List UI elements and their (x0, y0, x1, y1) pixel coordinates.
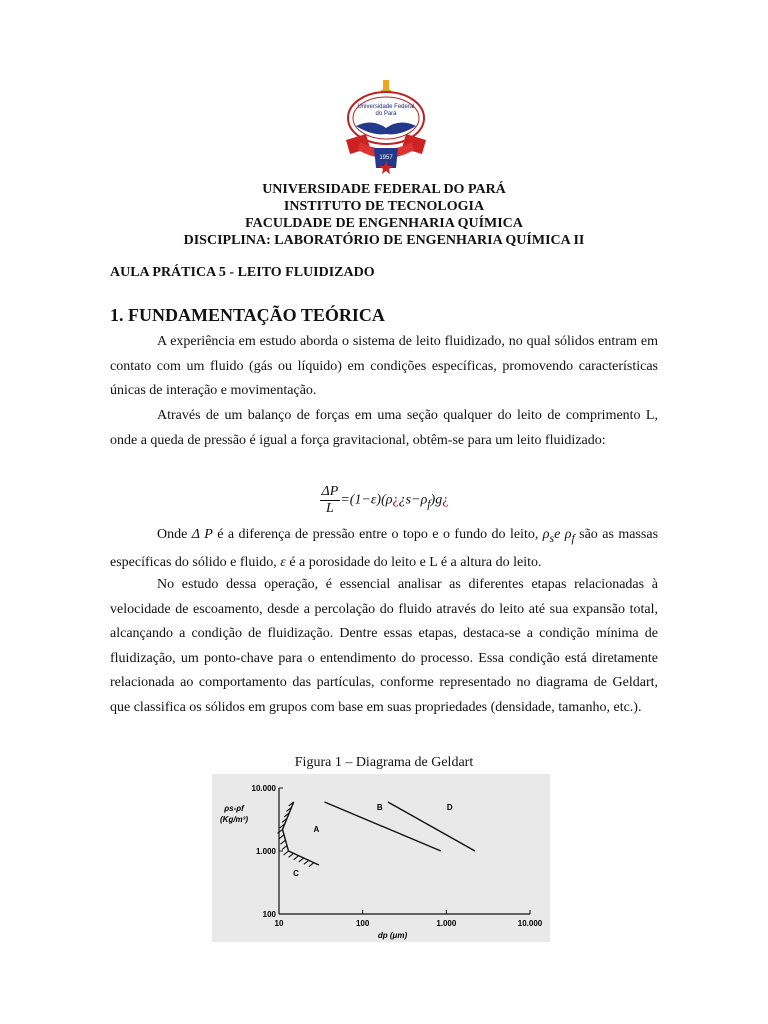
figure-caption: Figura 1 – Diagrama de Geldart (294, 755, 474, 770)
header-institute: INSTITUTO DE TECNOLOGIA (283, 199, 485, 214)
p3-part-c: são as massas específicas do sólido e fluido, (110, 527, 659, 571)
x-tick-label: 10 (274, 919, 284, 928)
x-tick-label: 100 (355, 919, 370, 928)
logo-year: 1957 (379, 155, 393, 161)
y-axis-unit-label: (Kg/m³) (220, 815, 248, 824)
region-label-c: C (293, 869, 299, 879)
region-label-d: D (446, 802, 453, 812)
equation-rhs-a: =(1−ε)(ρ (340, 492, 393, 508)
y-axis-label: ρs-ρf (224, 804, 244, 813)
paragraph-1: A experiência em estudo aborda o sistema de leito fluidizado, no qual sólidos entram em contato com um fluido (gás ou líquido) em condições específicas, promovendo características únicas de interação e movimentação. (110, 334, 658, 398)
paragraph-2: Através de um balanço de forças em uma seção qualquer do leito de comprimento L, onde a queda de pressão é igual a força gravitacional, obtêm-se para um leito fluidizado: (110, 408, 658, 448)
header-discipline: DISCIPLINA: LABORATÓRIO DE ENGENHARIA QUÍMICA II (183, 233, 585, 248)
logo-text-bottom: do Pará (375, 111, 397, 117)
equation-inverted-question-1: ¿ (392, 492, 399, 508)
x-axis-label: dp (μm) (377, 931, 408, 940)
p3-e-rho: e ρ (554, 527, 572, 542)
paragraph-intro (110, 330, 658, 404)
region-label-b: B (376, 802, 383, 812)
paragraph-3 (110, 523, 658, 576)
lesson-title: AULA PRÁTICA 5 - LEITO FLUIDIZADO (110, 265, 375, 280)
paragraph-force-balance (110, 404, 658, 453)
p3-sub-f: f (571, 531, 575, 545)
equation-numerator: ΔP (321, 484, 339, 499)
fluidized-bed-equation (0, 484, 768, 517)
p3-part-d: é a porosidade do leito e L é a altura do leito. (285, 555, 542, 571)
equation-denominator: L (326, 501, 334, 516)
institution-header (0, 181, 768, 249)
p3-part-a: Onde (157, 527, 192, 542)
p3-epsilon: ε (280, 555, 286, 571)
y-tick-label: 10.000 (251, 784, 276, 793)
equation-subscript-f: f (427, 497, 431, 511)
logo-text-top: Universidade Federal (357, 104, 415, 110)
header-university: UNIVERSIDADE FEDERAL DO PARÁ (262, 182, 506, 197)
geldart-diagram-chart (212, 774, 550, 942)
y-tick-label: 100 (262, 910, 276, 919)
p3-sub-s: s (549, 531, 555, 545)
p3-delta-p: Δ P (191, 527, 213, 542)
equation-fraction (320, 484, 341, 517)
university-seal-logo (334, 78, 438, 178)
equation-inverted-question-2: ¿ (442, 492, 449, 508)
paragraph-geldart (110, 573, 658, 720)
paragraph-4: No estudo dessa operação, é essencial analisar as diferentes etapas relacionadas à velocidade de escoamento, desde a percolação do fluido através do leito até sua expansão total, alcançando a condição de fluidização. Dentre essas etapas, destaca-se a condição mínima de fluidização, um ponto-chave para o entendimento do processo. Essa condição está diretamente relacionada ao comportamento das partículas, conforme representado no diagrama de Geldart, que classifica os sólidos em grupos com base em suas propriedades (densidade, tamanho, etc.). (110, 577, 658, 715)
header-faculty: FACULDADE DE ENGENHARIA QUÍMICA (245, 216, 523, 231)
equation-rhs-c: )g (430, 492, 443, 508)
x-tick-label: 1.000 (436, 919, 457, 928)
equation-rhs-b: ¿s−ρ (398, 492, 428, 508)
region-label-a: A (313, 825, 320, 835)
paragraph-variables (110, 523, 658, 576)
x-tick-label: 10.000 (517, 919, 543, 928)
p3-part-b: é a diferença de pressão entre o topo e o fundo do leito, (212, 527, 543, 542)
p3-rho: ρ (542, 527, 550, 542)
section-heading: 1. FUNDAMENTAÇÃO TEÓRICA (110, 305, 385, 325)
y-tick-label: 1.000 (255, 847, 276, 856)
